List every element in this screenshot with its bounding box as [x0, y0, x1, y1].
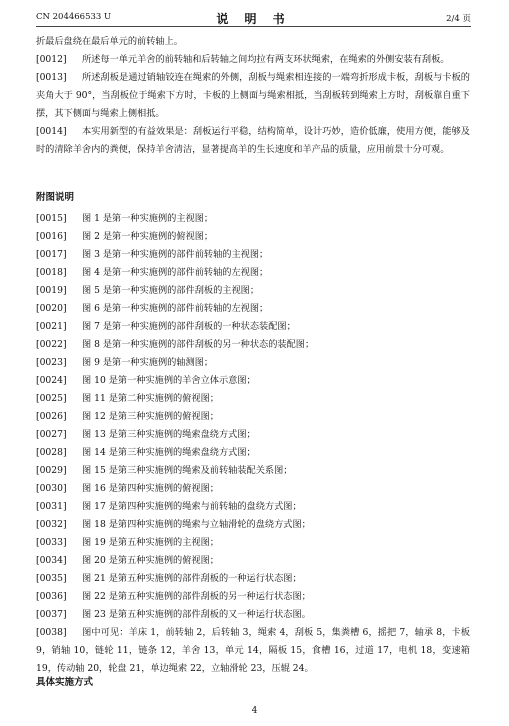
paragraph-0012 — [36, 51, 470, 69]
figure-item — [36, 336, 470, 354]
figure-text: 图 12 是第三种实施例的俯视图； — [82, 411, 219, 422]
figure-item — [36, 570, 470, 588]
figure-tag: [0019] — [36, 285, 67, 296]
page-indicator: 2/4 页 — [446, 14, 471, 24]
paragraph-text: 图中可见：羊床 1，前转轴 2，后转轴 3，绳索 4，刮板 5，集粪槽 6，摇把 7，轴承 8，卡板 9，销轴 10，链轮 11，链条 12，羊舍 13，单元 14，隔板 15，食槽 16，过道 17，电机 18，变速箱 19，传动轴 20，轮盘 21，单边绳索 22，立轴滑轮 23，压辊 24。 — [36, 627, 470, 674]
figure-tag: [0030] — [36, 483, 67, 494]
figure-text: 图 20 是第五种实施例的俯视图； — [82, 555, 219, 566]
figures-section-title: 附图说明 — [36, 192, 75, 203]
page-number: 4 — [251, 706, 258, 716]
figure-tag: [0028] — [36, 447, 67, 458]
paragraph-tag: [0038] — [36, 627, 67, 638]
figure-item — [36, 426, 470, 444]
figure-tag: [0029] — [36, 465, 67, 476]
figure-tag: [0025] — [36, 393, 67, 404]
figure-text: 图 18 是第四种实施例的绳索与立轴滑轮的盘绕方式图； — [82, 519, 311, 530]
figure-item — [36, 588, 470, 606]
figure-tag: [0027] — [36, 429, 67, 440]
intro-line: 折最后盘绕在最后单元的前转轴上。 — [36, 36, 183, 47]
figure-tag: [0016] — [36, 231, 67, 242]
figure-tag: [0024] — [36, 375, 67, 386]
figure-item — [36, 444, 470, 462]
figure-item — [36, 318, 470, 336]
figure-text: 图 1 是第一种实施例的主视图； — [82, 213, 214, 224]
figure-item — [36, 390, 470, 408]
figure-tag: [0020] — [36, 303, 67, 314]
figure-tag: [0021] — [36, 321, 67, 332]
page-header — [36, 12, 471, 26]
figure-text: 图 2 是第一种实施例的俯视图； — [82, 231, 214, 242]
embodiment-section-title: 具体实施方式 — [36, 677, 94, 688]
figure-text: 图 23 是第五种实施例的部件刮板的又一种运行状态图。 — [82, 609, 311, 620]
figure-text: 图 21 是第五种实施例的部件刮板的一种运行状态图； — [82, 573, 302, 584]
figure-item — [36, 606, 470, 624]
figure-tag: [0034] — [36, 555, 67, 566]
figure-tag: [0018] — [36, 267, 67, 278]
header-divider — [36, 26, 471, 27]
figure-text: 图 6 是第一种实施例的部件前转轴的左视图； — [82, 303, 269, 314]
figure-item — [36, 354, 470, 372]
figure-text: 图 17 是第四种实施例的绳索与前转轴的盘绕方式图； — [82, 501, 302, 512]
figure-text: 图 3 是第一种实施例的部件前转轴的主视图； — [82, 249, 269, 260]
figure-item — [36, 264, 470, 282]
figure-text: 图 10 是第一种实施例的羊舍立体示意图； — [82, 375, 256, 386]
figure-text: 图 14 是第三种实施例的绳索盘绕方式图； — [82, 447, 256, 458]
figure-text: 图 9 是第一种实施例的轴测图； — [82, 357, 214, 368]
paragraph-tag: [0014] — [36, 126, 67, 137]
figure-text: 图 22 是第五种实施例的部件刮板的另一种运行状态图； — [82, 591, 311, 602]
doc-number: CN 204466533 U — [36, 12, 112, 22]
figure-list — [36, 210, 470, 624]
figure-text: 图 13 是第三种实施例的绳索盘绕方式图； — [82, 429, 256, 440]
figure-item — [36, 462, 470, 480]
figure-text: 图 11 是第二种实施例的俯视图； — [82, 393, 219, 404]
figure-item — [36, 534, 470, 552]
figure-item — [36, 516, 470, 534]
figure-tag: [0037] — [36, 609, 67, 620]
paragraph-0038 — [36, 624, 470, 678]
figure-text: 图 4 是第一种实施例的部件前转轴的左视图； — [82, 267, 269, 278]
figure-item — [36, 246, 470, 264]
figure-item — [36, 372, 470, 390]
figure-text: 图 19 是第五种实施例的主视图； — [82, 537, 219, 548]
paragraph-text: 所述刮板是通过销轴铰连在绳索的外侧，刮板与绳索相连接的一端弯折形成卡板，刮板与卡板的夹角大于 90°，当刮板位于绳索下方时，卡板的上侧面与绳索相抵，当刮板转到绳索上方时，刮板靠自重下摆，其下侧面与绳索上侧相抵。 — [36, 72, 470, 119]
figure-text: 图 15 是第三种实施例的绳索及前转轴装配关系图； — [82, 465, 293, 476]
figure-tag: [0015] — [36, 213, 67, 224]
figure-text: 图 5 是第一种实施例的部件刮板的主视图； — [82, 285, 260, 296]
paragraph-text: 所述每一单元羊舍的前转轴和后转轴之间均拉有两支环状绳索，在绳索的外侧安装有刮板。 — [82, 54, 450, 65]
figure-item — [36, 282, 470, 300]
paragraph-tag: [0013] — [36, 72, 67, 83]
figure-tag: [0022] — [36, 339, 67, 350]
paragraph-tag: [0012] — [36, 54, 67, 65]
paragraph-0014 — [36, 123, 470, 159]
figure-tag: [0017] — [36, 249, 67, 260]
figure-tag: [0033] — [36, 537, 67, 548]
figure-tag: [0036] — [36, 591, 67, 602]
figure-item — [36, 300, 470, 318]
doc-title: 说 明 书 — [216, 12, 291, 26]
figure-tag: [0026] — [36, 411, 67, 422]
figure-item — [36, 210, 470, 228]
figure-text: 图 16 是第四种实施例的俯视图； — [82, 483, 219, 494]
figure-text: 图 7 是第一种实施例的部件刮板的一种状态装配图； — [82, 321, 296, 332]
paragraph-0013 — [36, 69, 470, 123]
document-body — [36, 33, 470, 678]
figure-item — [36, 498, 470, 516]
figure-text: 图 8 是第一种实施例的部件刮板的另一种状态的装配图； — [82, 339, 315, 350]
figure-tag: [0031] — [36, 501, 67, 512]
figure-item — [36, 480, 470, 498]
figure-item — [36, 552, 470, 570]
figure-tag: [0032] — [36, 519, 67, 530]
figure-tag: [0035] — [36, 573, 67, 584]
figure-item — [36, 408, 470, 426]
paragraph-text: 本实用新型的有益效果是：刮板运行平稳，结构简单，设计巧妙，造价低廉，使用方便，能够及时的清除羊舍内的粪便，保持羊舍清洁，显著提高羊的生长速度和羊产品的质量，应用前景十分可观。 — [36, 126, 470, 155]
figure-tag: [0023] — [36, 357, 67, 368]
figure-item — [36, 228, 470, 246]
